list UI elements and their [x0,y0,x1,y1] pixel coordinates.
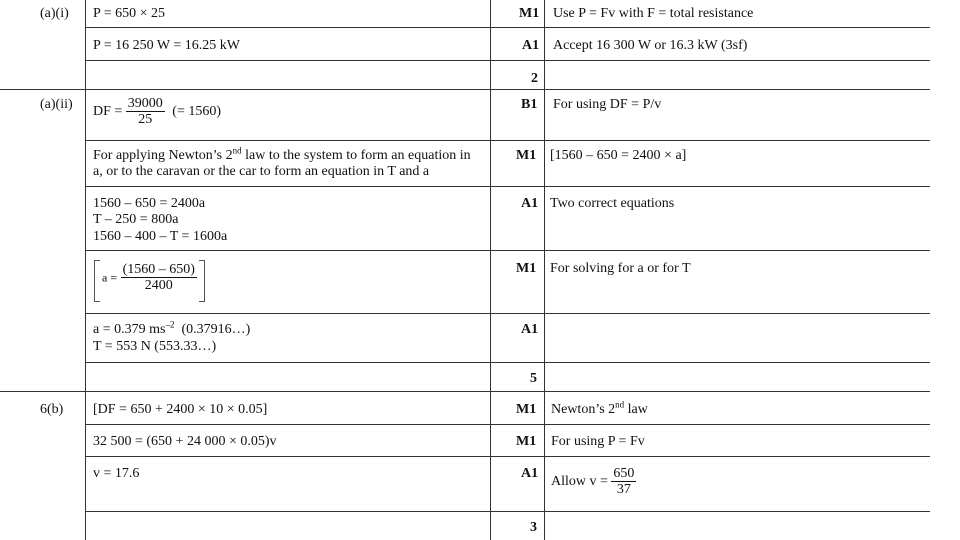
row-divider [85,362,930,363]
numerator: 39000 [127,96,163,111]
mark-code: M1 [516,261,537,276]
equation: 1560 – 650 = 2400a [93,196,206,211]
row-divider [0,391,930,392]
row-divider [85,186,930,187]
answer-text: [DF = 650 + 2400 × 10 × 0.05] [93,402,268,417]
row-divider [85,250,930,251]
mark-code: A1 [521,196,539,211]
solve-prefix: a = [102,270,118,285]
equation: T – 250 = 800a [93,212,179,227]
answer-text: T = 553 N (553.33…) [93,339,217,354]
answer-text: v = 17.6 [93,466,140,481]
guidance-note: Accept 16 300 W or 16.3 kW (3sf) [553,38,748,53]
guidance-note: For using P = Fv [551,434,645,449]
mark-code: M1 [516,434,537,449]
mark-code: A1 [521,466,539,481]
guidance-note: For using DF = P/v [553,97,662,112]
row-divider [85,511,930,512]
total-marks: 3 [530,520,537,535]
part-label: 6(b) [40,402,64,417]
mark-code: M1 [516,148,537,163]
column-divider-left [85,0,86,540]
answer-text: For applying Newton’s 2nd law to the system to form an equation in [93,145,471,163]
denominator: 2400 [144,278,173,293]
df-suffix: (= 1560) [172,104,222,119]
part-label: (a)(ii) [40,97,73,112]
row-divider [85,424,930,425]
answer-text: P = 650 × 25 [93,6,166,21]
numerator: 650 [613,466,635,481]
row-divider [85,313,930,314]
numerator: (1560 – 650) [122,262,195,277]
column-divider-mark [490,0,491,540]
mark-code: A1 [522,38,540,53]
part-label: (a)(i) [40,6,69,21]
mark-code: A1 [521,322,539,337]
guidance-note: [1560 – 650 = 2400 × a] [550,148,687,163]
mark-code: M1 [519,6,540,21]
row-divider [85,456,930,457]
column-divider-note [544,0,545,540]
row-divider [85,27,930,28]
mark-code: M1 [516,402,537,417]
row-divider [85,140,930,141]
guidance-note [551,466,636,497]
row-divider [85,60,930,61]
bracket-left [94,260,100,302]
answer-fraction [93,96,221,127]
mark-code: B1 [521,97,538,112]
guidance-note: Two correct equations [550,196,675,211]
guidance-note: For solving for a or for T [550,261,691,276]
guidance-note: Use P = Fv with F = total resistance [553,6,754,21]
guidance-note: Newton’s 2nd law [551,399,648,417]
denominator: 25 [138,112,153,127]
fraction [121,262,197,293]
answer-text: P = 16 250 W = 16.25 kW [93,38,240,53]
total-marks: 2 [531,71,538,86]
total-marks: 5 [530,371,537,386]
denominator: 37 [616,482,631,497]
answer-text: a, or to the caravan or the car to form an equation in T and a [93,164,430,179]
bracket-right [199,260,205,302]
row-divider [0,89,930,90]
answer-text: 32 500 = (650 + 24 000 × 0.05)v [93,434,277,449]
allow-prefix: Allow v = [551,474,608,489]
answer-text: a = 0.379 $ms^{-2}$ (0.37916…) [93,319,251,337]
answer-fraction [102,262,197,293]
df-prefix: DF = [93,104,123,119]
equation: 1560 – 400 – T = 1600a [93,229,228,244]
fraction [126,96,165,127]
fraction [611,466,636,497]
